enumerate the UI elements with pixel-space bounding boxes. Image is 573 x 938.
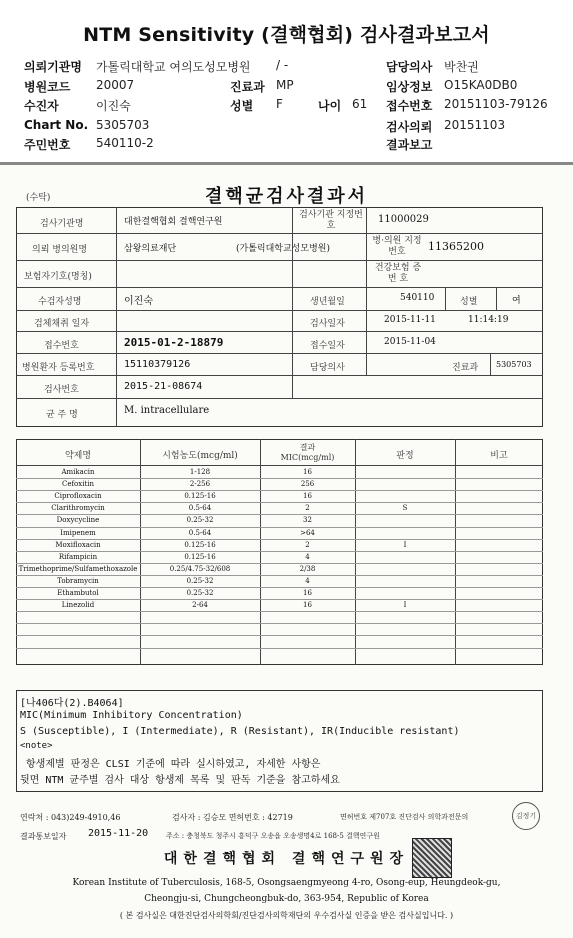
- institute-name-ko: 대한결핵협회 결핵연구원장: [163, 851, 410, 867]
- dept-value: MP: [276, 78, 294, 92]
- official-stamp: [412, 838, 452, 878]
- mic-cell-range: 0.125-16: [184, 492, 216, 500]
- mic-header-drug: 약제명: [64, 451, 92, 461]
- institute-address-en-2: Cheongju-si, Chungcheongbuk-do, 363-954, Republic of Korea: [144, 894, 429, 904]
- hospital-value: 가톨릭대학교 여의도성모병원: [96, 60, 251, 74]
- hosp-no-label: 병·의원 지정번호: [372, 236, 422, 257]
- mic-cell-drug: Clarithromycin: [51, 504, 105, 512]
- name-value: 이진숙: [124, 296, 153, 307]
- mic-row-line: [16, 599, 543, 600]
- mic-cell-mic: 16: [303, 601, 312, 609]
- mic-cell-range: 0.25/4.75-32/608: [169, 565, 231, 573]
- mic-cell-range: 1-128: [189, 468, 211, 476]
- mic-row-line: [16, 623, 543, 624]
- mic-cell-mic: 16: [303, 468, 312, 476]
- mic-cell-interp: I: [403, 601, 407, 609]
- mic-cell-drug: Imipenem: [60, 529, 96, 537]
- mic-cell-mic: 2: [305, 504, 310, 512]
- mic-cell-mic: 256: [300, 480, 315, 488]
- dob-label: 생년월일: [310, 297, 345, 307]
- mic-cell-range: 2-64: [192, 601, 208, 609]
- reg-no-label: 병원환자 등록번호: [22, 363, 95, 373]
- footer-contact: 연락처 : 043)249-4910,46: [20, 813, 121, 822]
- mic-cell-range: 0.25-32: [186, 589, 214, 597]
- doctor-label: 담당의사: [386, 60, 433, 74]
- insurance-label: 건강보험 증 번 호: [374, 263, 422, 284]
- req-hosp-label: 의뢰 병의원명: [32, 245, 88, 255]
- age-label: 나이: [318, 99, 342, 113]
- recv-date-label: 접수일자: [310, 341, 345, 351]
- notes-line-3: <note>: [20, 741, 53, 751]
- mic-cell-range: 0.125-16: [184, 553, 216, 561]
- mic-row-line: [16, 563, 543, 564]
- age-value: 61: [352, 97, 368, 111]
- mic-cell-mic: 16: [303, 589, 312, 597]
- rrn-value: 540110-2: [96, 136, 154, 150]
- dept-label-report: 진료과: [452, 363, 479, 373]
- report-label: 결과보고: [386, 138, 433, 152]
- sex-label: 성별: [230, 99, 254, 113]
- mic-row-line: [16, 514, 543, 515]
- code-value: 20007: [96, 78, 135, 92]
- notes-line-2: S (Susceptible), I (Intermediate), R (Resistant), IR(Inducible resistant): [20, 726, 460, 737]
- dept-label: 진료과: [230, 80, 265, 94]
- rrn-label: 주민번호: [24, 138, 71, 152]
- mic-cell-range: 0.25-32: [186, 577, 214, 585]
- attending-label: 담당의사: [310, 363, 345, 373]
- hosp-no-value: 11365200: [428, 240, 484, 253]
- mic-row-line: [16, 648, 543, 649]
- notes-line-5: 뒷면 NTM 균주별 검사 대상 항생제 목록 및 판독 기준을 참고하세요: [20, 775, 340, 786]
- patient-label: 수진자: [24, 99, 59, 113]
- agency-code-value: 11000029: [378, 214, 429, 225]
- mic-row-line: [16, 478, 543, 479]
- mic-cell-drug: Ciprofloxacin: [54, 492, 102, 500]
- mic-cell-mic: 4: [305, 577, 310, 585]
- mic-cell-interp: S: [402, 504, 408, 512]
- certification-note: ( 본 검사실은 대한진단검사의학회/진단검사의학재단의 우수검사실 인증을 받은 검사실입니다. ): [119, 911, 454, 920]
- chart-value: 5305703: [96, 118, 150, 132]
- mic-cell-mic: >64: [300, 529, 315, 537]
- mic-header-range: 시험농도(mcg/ml): [162, 451, 238, 461]
- mic-row-line: [16, 539, 543, 540]
- hospital-label: 의뢰기관명: [24, 60, 82, 74]
- mic-row-line: [16, 551, 543, 552]
- mic-row-line: [16, 527, 543, 528]
- mic-cell-range: 0.5-64: [188, 504, 212, 512]
- accession-value: 20151103-79126: [444, 97, 548, 111]
- test-time-value: 11:14:19: [468, 315, 509, 325]
- mic-cell-drug: Trimethoprime/Sulfamethoxazole: [18, 565, 138, 573]
- institute-address-en-1: Korean Institute of Tuberculosis, 168-5, Osongsaengmyeong 4-ro, Osong-eup, Heungdeok-gu,: [72, 878, 501, 888]
- accession-label: 접수번호: [386, 99, 433, 113]
- mic-cell-range: 2-256: [189, 480, 211, 488]
- report-date-value: 2015-11-20: [88, 828, 149, 839]
- mic-cell-drug: Ethambutol: [57, 589, 99, 597]
- mic-row-line: [16, 587, 543, 588]
- mic-cell-drug: Amikacin: [61, 468, 95, 476]
- report-tag: (수탁): [26, 193, 51, 203]
- hospital-sep: / -: [276, 58, 289, 72]
- mic-cell-mic: 4: [305, 553, 310, 561]
- req-hosp-value: 삼왕의료재단: [124, 244, 177, 254]
- species-value: M. intracellulare: [124, 405, 210, 416]
- mic-cell-drug: Moxifloxacin: [55, 541, 101, 549]
- notes-code: [나406다(2).B4064]: [20, 698, 124, 709]
- mic-row-line: [16, 502, 543, 503]
- mic-header-result-2: MIC(mcg/ml): [280, 453, 335, 462]
- chart-label: Chart No.: [24, 118, 89, 132]
- mic-row-line: [16, 611, 543, 612]
- sex-value-report: 여: [512, 296, 521, 306]
- exam-no-label: 검사번호: [44, 385, 79, 395]
- mic-row-line: [16, 490, 543, 491]
- req-hosp-paren: (가톨릭대학교성모병원): [236, 244, 330, 254]
- exam-no-value: 2015-21-08674: [124, 381, 203, 392]
- recv-date-value: 2015-11-04: [384, 337, 436, 347]
- test-date-value: 2015-11-11: [384, 315, 436, 325]
- mic-row-line: [16, 575, 543, 576]
- notes-line-4: 항생제별 판정은 CLSI 기준에 따라 실시하였고, 자세한 사항은: [26, 759, 321, 770]
- name-label: 수검자성명: [38, 297, 82, 307]
- mic-cell-interp: I: [403, 541, 407, 549]
- mic-cell-drug: Doxycycline: [56, 516, 100, 524]
- mic-cell-mic: 16: [303, 492, 312, 500]
- request-label: 검사의뢰: [386, 120, 433, 134]
- mic-cell-mic: 2: [305, 541, 310, 549]
- page-title: NTM Sensitivity (결핵협회) 검사결과보고서: [83, 24, 490, 46]
- footer-address: 주소 : 충청북도 청주시 흥덕구 오송읍 오송생명4로 168-5 결핵연구원: [166, 832, 380, 840]
- insured-label: 보험자기호(명칭): [24, 272, 92, 282]
- mic-cell-mic: 32: [303, 516, 312, 524]
- agency-code-label: 검사기관 지정번호: [299, 210, 363, 231]
- code-label: 병원코드: [24, 80, 71, 94]
- agency-label: 검사기관명: [40, 219, 84, 229]
- report-date-label: 결과통보일자: [20, 832, 67, 841]
- mic-row-line: [16, 635, 543, 636]
- collect-label: 검체채취 일자: [34, 319, 90, 329]
- clinical-label: 임상정보: [386, 80, 433, 94]
- recv-no-label: 접수번호: [44, 341, 79, 351]
- dob-value: 540110: [400, 293, 435, 303]
- agency-value: 대한결핵협회 결핵연구원: [124, 217, 223, 227]
- mic-header-interp: 판정: [396, 451, 414, 461]
- sex-label-report: 성별: [460, 297, 478, 307]
- mic-cell-range: 0.125-16: [184, 541, 216, 549]
- clinical-value: O15KA0DB0: [444, 78, 518, 92]
- mic-cell-drug: Linezolid: [61, 601, 95, 609]
- notes-line-1: MIC(Minimum Inhibitory Concentration): [20, 710, 243, 721]
- mic-cell-range: 0.5-64: [188, 529, 212, 537]
- footer-examiner: 검사자 : 김승모 면허번호 : 42719: [172, 813, 293, 822]
- doctor-seal: 김정기: [512, 802, 540, 830]
- mic-cell-range: 0.25-32: [186, 516, 214, 524]
- mic-header-result-1: 결과: [299, 443, 316, 452]
- patient-value: 이진숙: [96, 99, 131, 113]
- reg-no-value: 15110379126: [124, 359, 191, 370]
- mic-cell-drug: Rifampicin: [58, 553, 98, 561]
- doctor-value: 박찬권: [444, 60, 479, 74]
- footer-doctor: 면허번호 제707호 진단검사 의학과전문의: [340, 813, 469, 821]
- request-value: 20151103: [444, 118, 506, 132]
- report-title: 결핵균검사결과서: [204, 186, 369, 207]
- dept-value-report: 5305703: [496, 360, 532, 369]
- mic-header-remark: 비고: [490, 451, 508, 461]
- test-date-label: 검사일자: [310, 319, 345, 329]
- mic-cell-drug: Cefoxitin: [61, 480, 95, 488]
- species-label: 균 주 명: [46, 410, 78, 420]
- sex-value: F: [276, 97, 283, 111]
- mic-cell-mic: 2/38: [299, 565, 316, 573]
- recv-no-value: 2015-01-2-18879: [124, 336, 224, 349]
- mic-cell-drug: Tobramycin: [57, 577, 99, 585]
